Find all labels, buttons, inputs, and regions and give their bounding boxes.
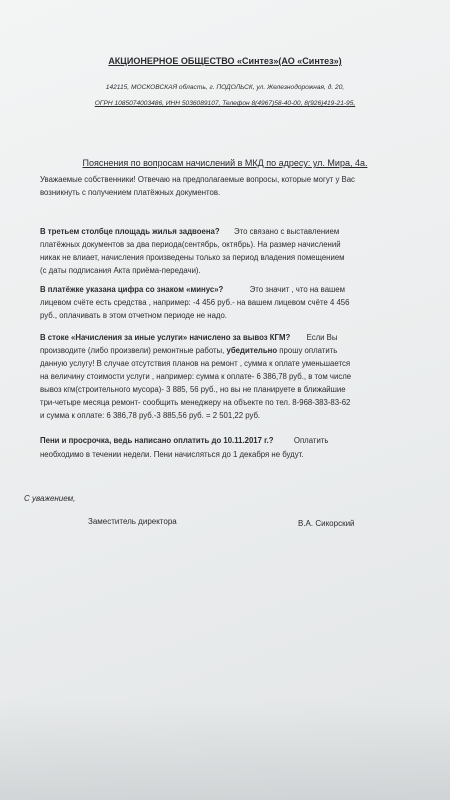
signer-name: В.А. Сикорский — [298, 519, 355, 528]
paragraph-2-text: Это значит , что на вашем — [249, 285, 345, 294]
paragraph-4-question: Пени и просрочка, ведь написано оплатить до 10.11.2017 г.? — [40, 436, 274, 445]
page-shadow — [0, 700, 450, 800]
paragraph-3-text: производите (либо произвели) ремонтные работы, — [40, 346, 225, 355]
paragraph-1-first-line — [40, 228, 339, 236]
paragraph-3-emphasis: убедительно — [226, 346, 278, 355]
greeting-line: возникнуть с получением платёжных документов. — [40, 188, 221, 197]
paragraph-4-first-line — [40, 437, 328, 445]
paragraph-3-line: три-четыре месяца ремонт- сообщить менеджеру на объекте по тел. 8-968-383-83-62 — [40, 398, 351, 407]
paragraph-3-question: В стоке «Начисления за иные услуги» начислено за вывоз КГМ? — [40, 333, 291, 342]
paragraph-2-line: руб., оплачивать в этом отчетном периоде не надо. — [40, 311, 227, 320]
paragraph-1-line: никак не влиает, начисления произведены только за период владения помещением — [40, 253, 345, 262]
paragraph-3-text: Если Вы — [306, 333, 338, 342]
company-address: 142115, МОСКОВСКАЯ область, г. ПОДОЛЬСК, ул. Железнодорожная, д. 20, — [105, 84, 345, 91]
paragraph-2-line: лицевом счёте есть средства , например: -4 456 руб.- на вашем лицевом счёте 4 456 — [40, 298, 350, 307]
closing-phrase: С уважением, — [24, 494, 76, 503]
company-title — [0, 56, 450, 66]
company-name: АКЦИОНЕРНОЕ ОБЩЕСТВО «Синтез» — [108, 56, 279, 66]
paragraph-2-question: В платёжке указана цифра со знаком «минус»? — [40, 285, 224, 294]
paragraph-1-text: Это связано с выставлением — [234, 227, 340, 236]
paragraph-2-first-line — [40, 286, 345, 294]
paragraph-4-text: Оплатить — [293, 436, 329, 445]
company-short-name: (АО «Синтез») — [278, 56, 342, 66]
signer-position: Заместитель директора — [88, 517, 177, 526]
paragraph-4-line: необходимо в течении недели. Пени начисляться до 1 декабря не будут. — [40, 450, 304, 459]
document-subject: Пояснения по вопросам начислений в МКД по адресу: ул. Мира, 4а. — [82, 158, 368, 168]
greeting-line: Уважаемые собственники! Отвечаю на предполагаемые вопросы, которые могут у Вас — [40, 175, 355, 184]
paragraph-1-question: В третьем столбце площадь жилья задвоена? — [40, 227, 220, 236]
paragraph-3-line: вывоз кгм(строительного мусора)- 3 885, 56 руб., но вы не планируете в ближайшие — [40, 385, 346, 394]
paragraph-3-second-line — [40, 347, 337, 355]
paragraph-3-line: данную услугу! В случае отсутствия планов на ремонт , сумма к оплате уменьшается — [40, 359, 351, 368]
paragraph-3-line: и сумма к оплате: 6 386,78 руб.-3 885,56 руб. = 2 501,22 руб. — [40, 411, 261, 420]
paragraph-3-text: прошу оплатить — [279, 346, 338, 355]
paragraph-1-line: платёжных документов за два периода(сентябрь, октябрь). На размер начислений — [40, 240, 341, 249]
paragraph-3-first-line — [40, 334, 337, 342]
paragraph-1-line: (с даты подписания Акта приёма-передачи). — [40, 266, 201, 275]
company-registration: ОГРН 1085074003486, ИНН 5036089107, Телефон 8(4967)58-40-00, 8(926)419-21-95, — [94, 100, 356, 107]
paragraph-3-line: на величину стоимости услуги , например: сумма к оплате- 6 386,78 руб., в том числе — [40, 372, 352, 381]
